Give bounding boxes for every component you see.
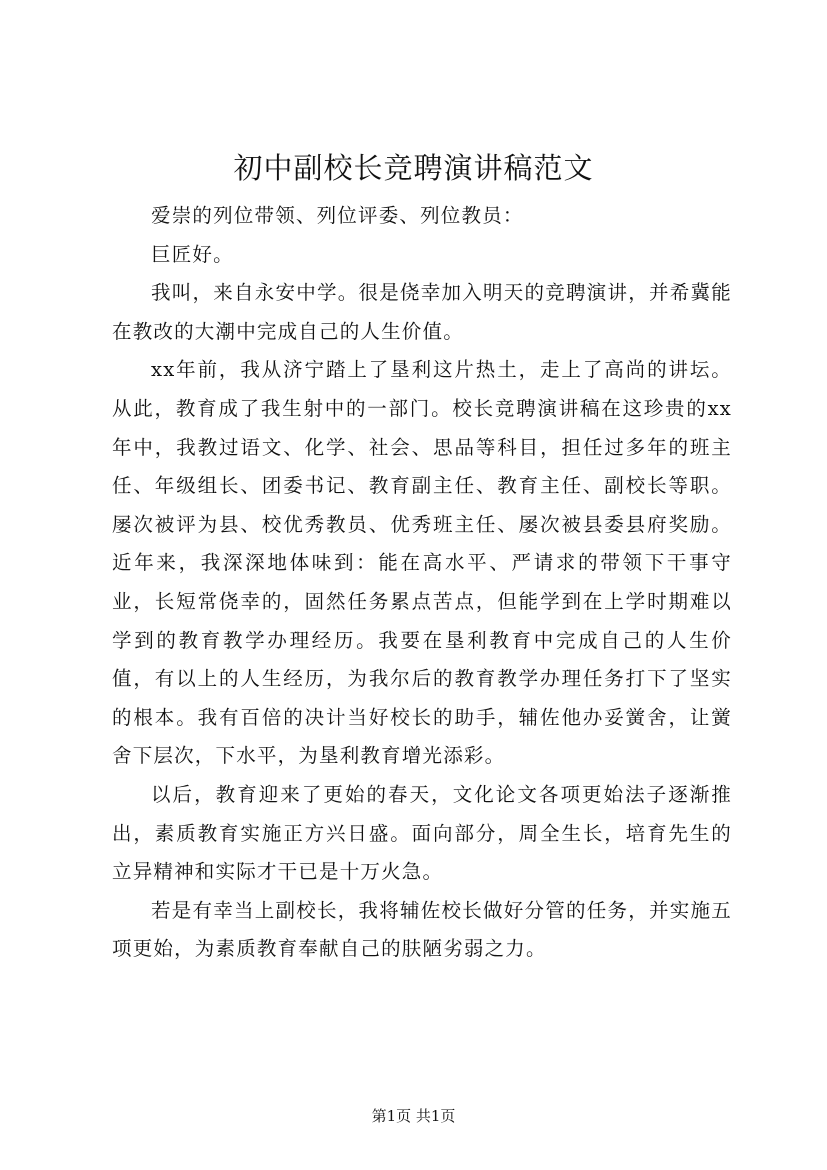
paragraph-salutation: 爱崇的列位带领、列位评委、列位教员： [151, 204, 524, 227]
paragraph-introduction: 我叫，来自永安中学。很是侥幸加入明天的竞聘演讲，并希冀能在教改的大潮中完成自己的人生价值。 [112, 281, 732, 343]
document-title: 初中副校长竞聘演讲稿范文 [233, 151, 594, 185]
document-body [112, 197, 732, 969]
paragraph-greeting: 巨匠好。 [151, 242, 234, 266]
page-footer: 第1页 共1页 [371, 1107, 456, 1125]
paragraph-commitment: 若是有幸当上副校长，我将辅佐校长做好分管的任务，并实施五项更始，为素质教育奉献自己的肤陋劣弱之力。 [112, 898, 732, 961]
paragraph-education-reform: 以后，教育迎来了更始的春天，文化论文各项更始法子逐渐推出，素质教育实施正方兴日盛。面向部分，周全生长，培育先生的立异精神和实际才干已是十万火急。 [112, 782, 732, 884]
paragraph-experience: xx年前，我从济宁踏上了垦利这片热土，走上了高尚的讲坛。从此，教育成了我生射中的一部门。校长竞聘演讲稿在这珍贵的xx年中，我教过语文、化学、社会、思品等科目，担任过多年的班主任、年级组长、团委书记、教育副主任、教育主任、副校长等职。屡次被评为县、校优秀教员、优秀班主任、屡次被县委县府奖励。近年来，我深深地体味到：能在高水平、严请求的带领下干事守业，长短常侥幸的，固然任务累点苦点，但能学到在上学时期难以学到的教育教学办理经历。我要在垦利教育中完成自己的人生价值，有以上的人生经历，为我尔后的教育教学办理任务打下了坚实的根本。我有百倍的决计当好校长的助手，辅佐他办妥黉舍，让黉舍下层次，下水平，为垦利教育增光添彩。 [112, 358, 732, 768]
